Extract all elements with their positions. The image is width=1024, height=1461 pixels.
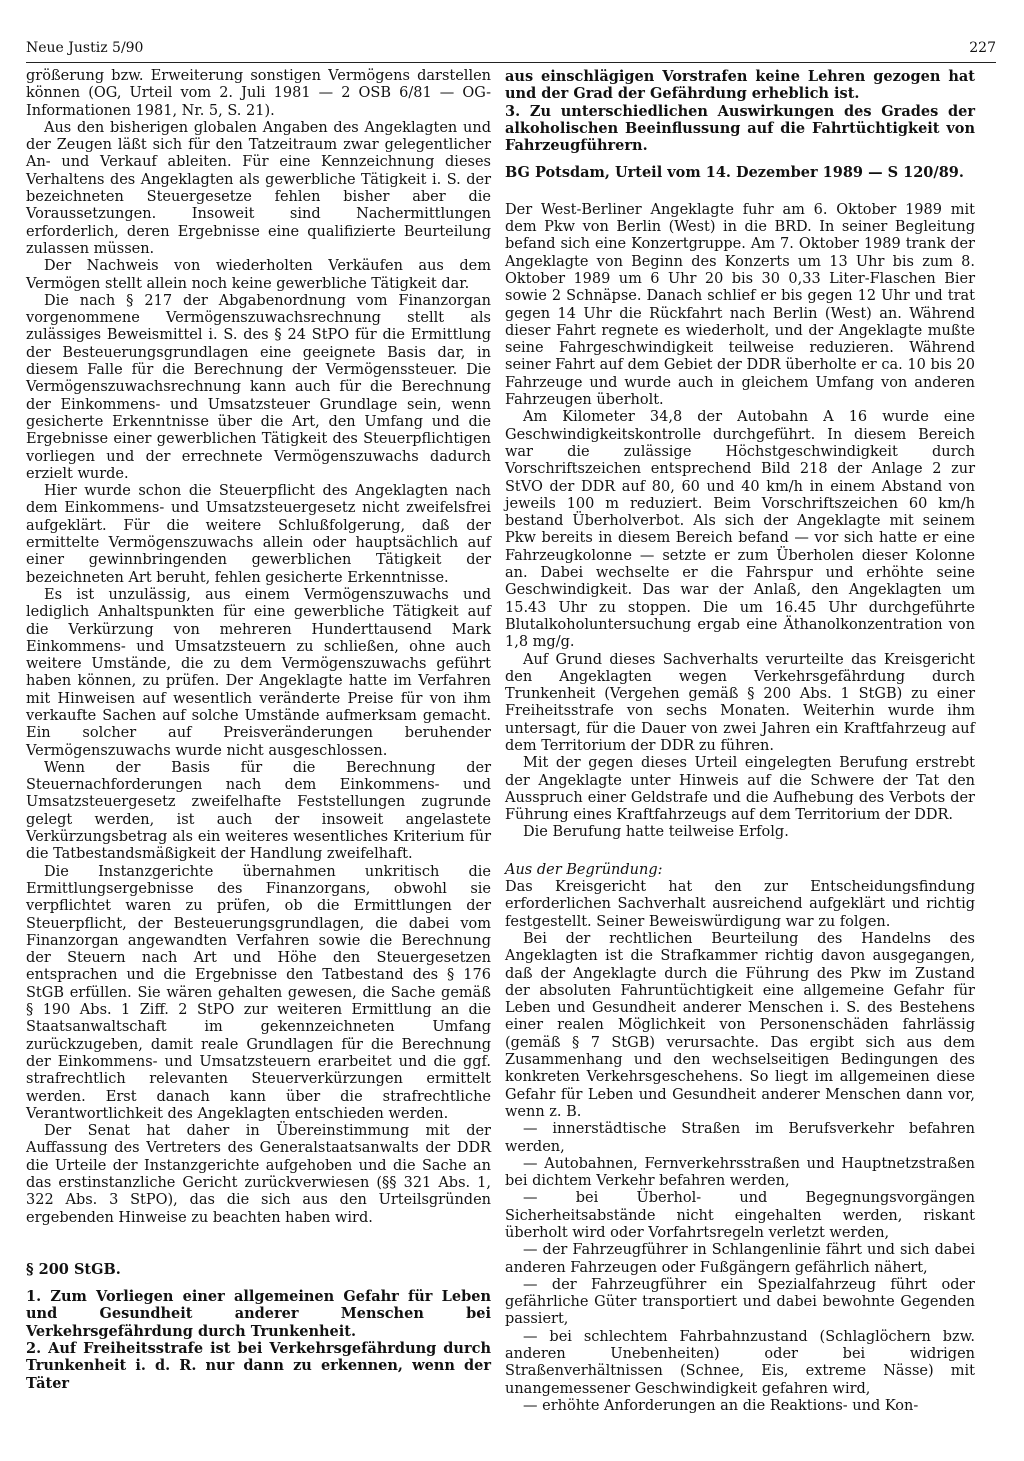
court-citation: BG Potsdam, Urteil vom 14. Dezember 1989 — S 120/89. [505, 164, 964, 182]
headnote-continuation: aus einschlägigen Vorstrafen keine Lehren gezogen hat und der Grad der Gefährdung erheblich ist. [505, 68, 975, 103]
paragraph: Es ist unzulässig, aus einem Vermögenszuwachs und lediglich Anhaltspunkten für eine gewerbliche Tätigkeit auf die Verkürzung von mehreren Hunderttausend Mark Einkommens- und Umsatzsteuern zu schließen, ohne auch weitere Umstände, die zu dem Vermögenszuwachs geführt haben können, zu prüfen. Der Angeklagte hatte im Verfahren mit Hinweisen auf wesentlich veränderte Preise für von ihm verkaufte Sachen auf solche Umstände aufmerksam gemacht. Ein solcher auf Preisveränderungen beruhender Vermögenszuwachs wurde nicht ausgeschlossen. [26, 586, 491, 759]
paragraph: Der Nachweis von wiederholten Verkäufen aus dem Vermögen stellt allein noch keine gewerbliche Tätigkeit dar. [26, 258, 491, 292]
paragraph: Aus den bisherigen globalen Angaben des Angeklagten und der Zeugen läßt sich für den Tatzeitraum zwar gelegentlicher An- und Verkauf ableiten. Für eine Kennzeichnung dieses Verhaltens des Angeklagten als gewerbliche Tätigkeit i. S. der bezeichneten Steuergesetze fehlen bisher aber die Voraussetzungen. Insoweit sind Nachermittlungen erforderlich, deren Ergebnisse eine qualifizierte Beurteilung zulassen müssen. [26, 119, 491, 257]
headnote: 1. Zum Vorliegen einer allgemeinen Gefahr für Leben und Gesundheit anderer Menschen bei Verkehrsgefährdung durch Trunkenheit. [26, 1288, 491, 1340]
journal-title: Neue Justiz 5/90 [26, 40, 144, 56]
page-header [26, 40, 996, 63]
headnote: 3. Zu unterschiedlichen Auswirkungen des Grades der alkoholischen Beeinflussung auf die Fahrtüchtigkeit von Fahrzeugführern. [505, 102, 975, 155]
paragraph: größerung bzw. Erweiterung sonstigen Vermögens darstellen können (OG, Urteil vom 2. Juli 1981 — 2 OSB 6/81 — OG-Informationen 1981, Nr. 5, S. 21). [26, 68, 491, 119]
list-item: — der Fahrzeugführer ein Spezialfahrzeug führt oder gefährliche Güter transportiert und dabei bewohnte Gegenden passiert, [505, 1276, 975, 1328]
paragraph: Die nach § 217 der Abgabenordnung vom Finanzorgan vorgenommene Vermögenszuwachsrechnung stellt als zulässiges Beweismittel i. S. des § 24 StPO für die Ermittlung der Besteuerungsgrundlagen eine geeignete Basis dar, in diesem Falle für die Berechnung der Vermögenssteuer. Die Vermögenszuwachsrechnung kann auch für die Berechnung der Einkommens- und Umsatzsteuer Grundlage sein, wenn gesicherte Erkenntnisse über die Art, den Umfang und die Ergebnisse einer gewerblichen Tätigkeit des Steuerpflichtigen vorliegen und der errechnete Vermögenszuwachs dadurch erzielt wurde. [26, 292, 491, 482]
list-item: — der Fahrzeugführer in Schlangenlinie fährt und sich dabei anderen Fahrzeugen oder Fußgängern gefährlich nähert, [505, 1242, 975, 1276]
list-item: — bei schlechtem Fahrbahnzustand (Schlaglöchern bzw. anderen Unebenheiten) oder bei widrigen Straßenverhältnissen (Schnee, Eis, extreme Nässe) mit unangemessener Geschwindigkeit gefahren wird, [505, 1328, 975, 1397]
paragraph: Auf Grund dieses Sachverhalts verurteilte das Kreisgericht den Angeklagten wegen Verkehrsgefährdung durch Trunkenheit (Vergehen gemäß § 200 Abs. 1 StGB) zu einer Freiheitsstrafe von sechs Monaten. Weiterhin wurde ihm untersagt, für die Dauer von zwei Jahren ein Kraftfahrzeug auf dem Territorium der DDR zu führen. [505, 651, 975, 754]
paragraph: Der Senat hat daher in Übereinstimmung mit der Auffassung des Vertreters des Generalstaatsanwalts der DDR die Urteile der Instanzgerichte aufgehoben und die Sache an das erstinstanzliche Gericht zurückverwiesen (§§ 321 Abs. 1, 322 Abs. 3 StPO), das die sich aus den Urteilsgründen ergebenden Hinweise zu beachten haben wird. [26, 1123, 491, 1226]
right-column [505, 68, 975, 1415]
paragraph: Hier wurde schon die Steuerpflicht des Angeklagten nach dem Einkommens- und Umsatzsteuergesetz nicht zweifelsfrei aufgeklärt. Für die weitere Schlußfolgerung, daß der ermittelte Vermögenszuwachs allein oder hauptsächlich auf einer gewinnbringenden gewerblichen Tätigkeit der bezeichneten Art beruht, fehlen gesicherte Erkenntnisse. [26, 483, 491, 586]
paragraph: Das Kreisgericht hat den zur Entscheidungsfindung erforderlichen Sachverhalt ausreichend aufgeklärt und richtig festgestellt. Seiner Beweiswürdigung war zu folgen. [505, 879, 975, 930]
list-item: — erhöhte Anforderungen an die Reaktions- und Kon- [523, 1397, 919, 1414]
paragraph: Mit der gegen dieses Urteil eingelegten Berufung erstrebt der Angeklagte unter Hinweis auf die Schwere der Tat den Ausspruch einer Geldstrafe und die Aufhebung des Verbots der Führung eines Kraftfahrzeugs auf dem Territorium der DDR. [505, 755, 975, 824]
section-heading: § 200 StGB. [26, 1260, 121, 1278]
paragraph: Die Instanzgerichte übernahmen unkritisch die Ermittlungsergebnisse des Finanzorgans, obwohl sie verpflichtet waren zu prüfen, ob die Ermittlungen der Steuerpflicht, der Besteuerungsgrundlagen, die dabei vom Finanzorgan angewandten Verfahren sowie die Berechnung der Steuern nach Art und Höhe den Steuergesetzen entsprachen und die Ergebnisse den Tatbestand des § 176 StGB erfüllen. Sie wären gehalten gewesen, die Sache gemäß § 190 Abs. 1 Ziff. 2 StPO zur weiteren Ermittlung an die Staatsanwaltschaft im gekennzeichneten Umfang zurückzugeben, damit reale Grundlagen für die Berechnung der Einkommens- und Umsatzsteuern erarbeitet und die ggf. strafrechtlich relevanten Steuerverkürzungen ermittelt werden. Erst danach kann über die strafrechtliche Verantwortlichkeit des Angeklagten entschieden werden. [26, 863, 491, 1122]
paragraph: Wenn der Basis für die Berechnung der Steuernachforderungen nach dem Einkommens- und Umsatzsteuergesetz zweifelhafte Feststellungen zugrunde gelegt werden, ist auch der insoweit angelastete Verkürzungsbetrag als ein weiteres wesentliches Kriterium für die Tatbestandsmäßigkeit der Handlung zweifelhaft. [26, 759, 491, 863]
list-item: — bei Überhol- und Begegnungsvorgängen Sicherheitsabstände nicht eingehalten werden, riskant überholt wird oder Vorfahrtsregeln verletzt werden, [505, 1190, 975, 1241]
list-item: — innerstädtische Straßen im Berufsverkehr befahren werden, [505, 1121, 975, 1155]
list-item: — Autobahnen, Fernverkehrsstraßen und Hauptnetzstraßen bei dichtem Verkehr befahren werden, [505, 1155, 975, 1190]
paragraph: Am Kilometer 34,8 der Autobahn A 16 wurde eine Geschwindigkeitskontrolle durchgeführt. In diesem Bereich war die zulässige Höchstgeschwindigkeit durch Vorschriftszeichen entsprechend Bild 218 der Anlage 2 zur StVO der DDR auf 80, 60 und 40 km/h in einem Abstand von jeweils 100 m reduziert. Beim Vorschriftszeichen 60 km/h bestand Überholverbot. Als sich der Angeklagte mit seinem Pkw bereits in diesem Bereich befand — vor sich hatte er eine Fahrzeugkolonne — setzte er zum Überholen dieser Kolonne an. Dabei wechselte er die Fahrspur und erhöhte seine Geschwindigkeit. Das war der Anlaß, den Angeklagten um 15.43 Uhr zu stoppen. Die um 16.45 Uhr durchgeführte Blutalkoholuntersuchung ergab eine Äthanolkonzentration von 1,8 mg/g. [505, 409, 975, 651]
left-column [26, 68, 491, 1392]
paragraph: Die Berufung hatte teilweise Erfolg. [523, 824, 789, 841]
page-number: 227 [969, 40, 996, 56]
paragraph: Bei der rechtlichen Beurteilung des Handelns des Angeklagten ist die Strafkammer richtig davon ausgegangen, daß der Angeklagte durch die Führung des Pkw im Zustand der absoluten Fahruntüchtigkeit eine allgemeine Gefahr für Leben und Gesundheit anderer Menschen i. S. des Bestehens einer realen Möglichkeit von Personenschäden fahrlässig (gemäß § 7 StGB) verursachte. Das ergibt sich aus dem Zusammenhang und den wechselseitigen Bedingungen des konkreten Verkehrsgeschehens. So liegt im allgemeinen diese Gefahr für Leben und Gesundheit anderer Menschen dann vor, wenn z. B. [505, 930, 975, 1120]
paragraph: Der West-Berliner Angeklagte fuhr am 6. Oktober 1989 mit dem Pkw von Berlin (West) in die BRD. In seiner Begleitung befand sich eine Konzertgruppe. Am 7. Oktober 1989 trank der Angeklagte von Beginn des Konzerts um 13 Uhr bis zum 8. Oktober 1989 um 6 Uhr 20 bis 30 0,33 Liter-Flaschen Bier sowie 2 Schnäpse. Danach schlief er bis gegen 12 Uhr und trat gegen 14 Uhr die Rückfahrt nach Berlin (West) an. Während dieser Fahrt regnete es wiederholt, und der Angeklagte mußte seine Fahrgeschwindigkeit teilweise reduzieren. Während seiner Fahrt auf dem Gebiet der DDR überholte er ca. 10 bis 20 Fahrzeuge und wurde auch in gleichem Umfang von anderen Fahrzeugen überholt. [505, 201, 975, 409]
reasons-heading: Aus der Begründung: [505, 861, 663, 878]
headnote: 2. Auf Freiheitsstrafe ist bei Verkehrsgefährdung durch Trunkenheit i. d. R. nur dann zu erkennen, wenn der Täter [26, 1340, 491, 1392]
